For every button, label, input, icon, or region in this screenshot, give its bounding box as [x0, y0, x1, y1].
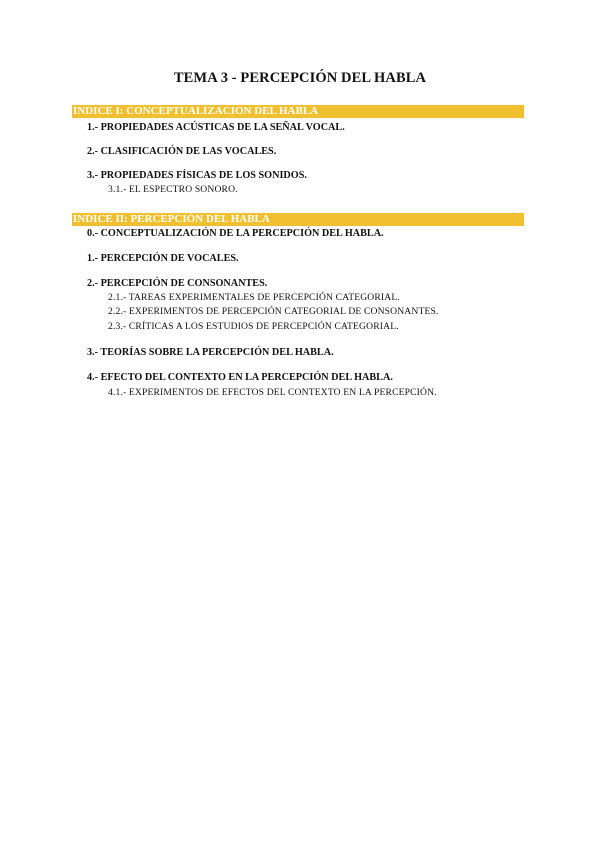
- section-header-indice-2: INDICE II: PERCEPCIÓN DEL HABLA: [72, 213, 524, 226]
- toc-subitem-2-2-3: 2.3.- CRÍTICAS A LOS ESTUDIOS DE PERCEPCIÓN CATEGORIAL.: [108, 321, 399, 332]
- toc-item-1-1: 1.- PROPIEDADES ACÚSTICAS DE LA SEÑAL VOCAL.: [87, 122, 345, 133]
- toc-subitem-1-3-1: 3.1.- EL ESPECTRO SONORO.: [108, 184, 238, 195]
- page-title: TEMA 3 - PERCEPCIÓN DEL HABLA: [173, 70, 427, 86]
- toc-subitem-2-2-2: 2.2.- EXPERIMENTOS DE PERCEPCIÓN CATEGORIAL DE CONSONANTES.: [108, 306, 439, 317]
- toc-subitem-2-4-1: 4.1.- EXPERIMENTOS DE EFECTOS DEL CONTEXTO EN LA PERCEPCIÓN.: [108, 387, 437, 398]
- toc-item-2-1: 1.- PERCEPCIÓN DE VOCALES.: [87, 253, 239, 264]
- toc-item-1-3: 3.- PROPIEDADES FÍSICAS DE LOS SONIDOS.: [87, 170, 307, 181]
- section-header-indice-1: INDICE I: CONCEPTUALIZACION DEL HABLA: [72, 105, 524, 118]
- toc-item-2-2: 2.- PERCEPCIÓN DE CONSONANTES.: [87, 278, 268, 289]
- toc-item-1-2: 2.- CLASIFICACIÓN DE LAS VOCALES.: [87, 146, 277, 157]
- toc-item-2-4: 4.- EFECTO DEL CONTEXTO EN LA PERCEPCIÓN DEL HABLA.: [87, 372, 393, 383]
- toc-item-2-0: 0.- CONCEPTUALIZACIÓN DE LA PERCEPCIÓN DEL HABLA.: [87, 228, 384, 239]
- toc-subitem-2-2-1: 2.1.- TAREAS EXPERIMENTALES DE PERCEPCIÓN CATEGORIAL.: [108, 292, 400, 303]
- toc-item-2-3: 3.- TEORÍAS SOBRE LA PERCEPCIÓN DEL HABLA.: [87, 347, 334, 358]
